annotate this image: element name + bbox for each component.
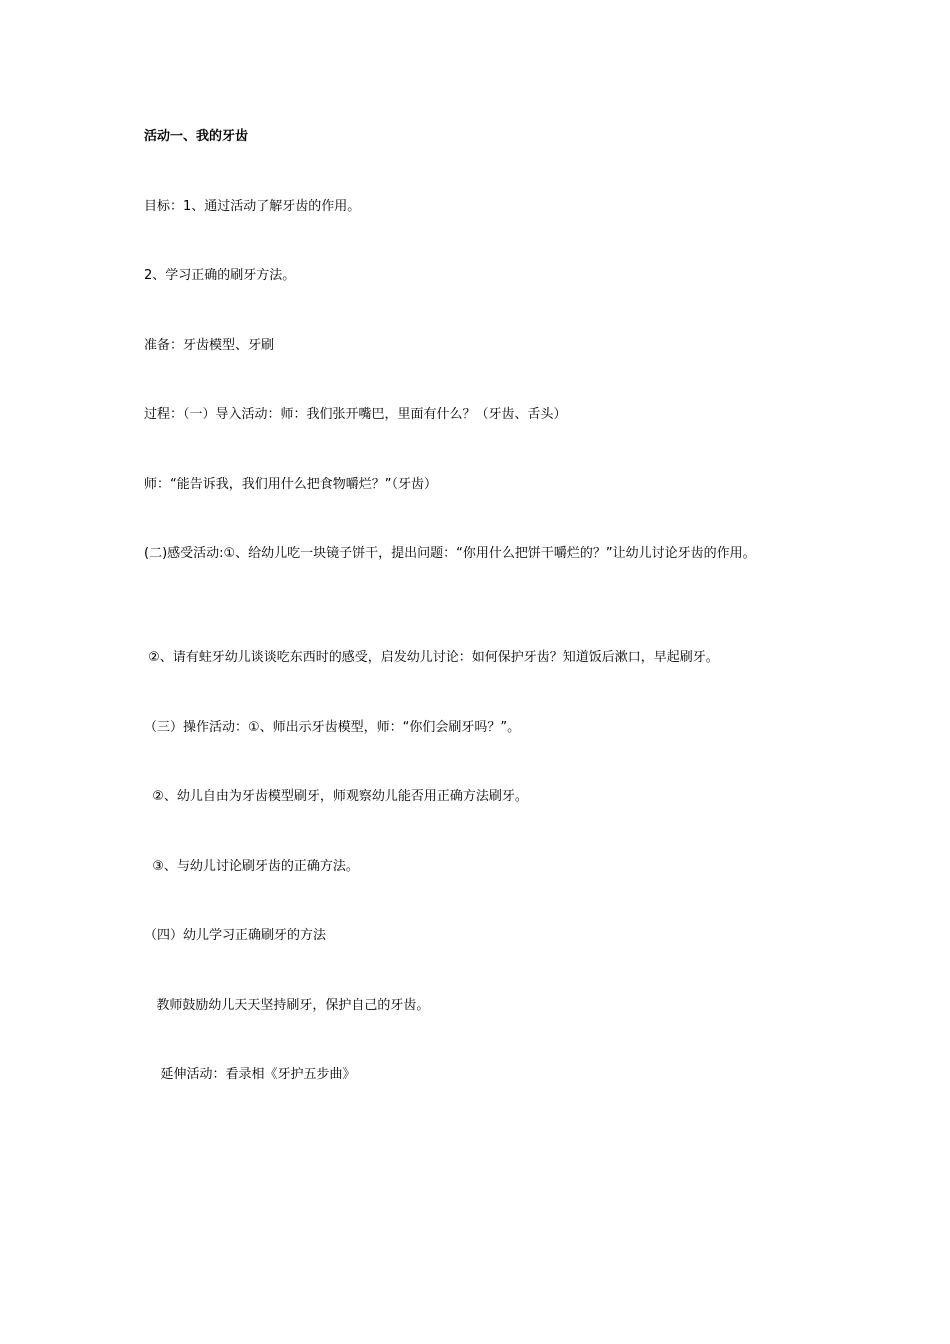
process-line-6: ②、幼儿自由为牙齿模型刷牙，师观察幼儿能否用正确方法刷牙。 [144,789,528,804]
process-line-9: 教师鼓励幼儿天天坚持刷牙，保护自己的牙齿。 [144,998,430,1013]
document-title: 活动一、我的牙齿 [144,129,249,144]
process-line-4: ②、请有蛀牙幼儿谈谈吃东西时的感受，启发幼儿讨论：如何保护牙齿？知道饭后漱口，早起刷牙。 [144,650,719,665]
process-line-8: （四）幼儿学习正确刷牙的方法 [144,928,327,943]
process-paragraph-3: (二)感受活动:①、给幼儿吃一块镜子饼干，提出问题：“你用什么把饼干嚼烂的？”让幼儿讨论牙齿的作用。 [144,546,756,561]
process-line-7: ③、与幼儿讨论刷牙齿的正确方法。 [144,859,359,874]
process-line-2: 师：“能告诉我，我们用什么把食物嚼烂？”（牙齿） [144,477,437,492]
goal-line-2: 2、学习正确的刷牙方法。 [144,268,296,283]
goal-line-1: 目标：1、通过活动了解牙齿的作用。 [144,199,361,214]
process-line-1: 过程：（一）导入活动：师：我们张开嘴巴，里面有什么？（牙齿、舌头） [144,407,567,422]
preparation-line: 准备：牙齿模型、牙刷 [144,338,275,353]
extension-line: 延伸活动：看录相《牙护五步曲》 [144,1067,356,1082]
process-line-5: （三）操作活动：①、师出示牙齿模型，师：“你们会刷牙吗？”。 [144,720,521,735]
